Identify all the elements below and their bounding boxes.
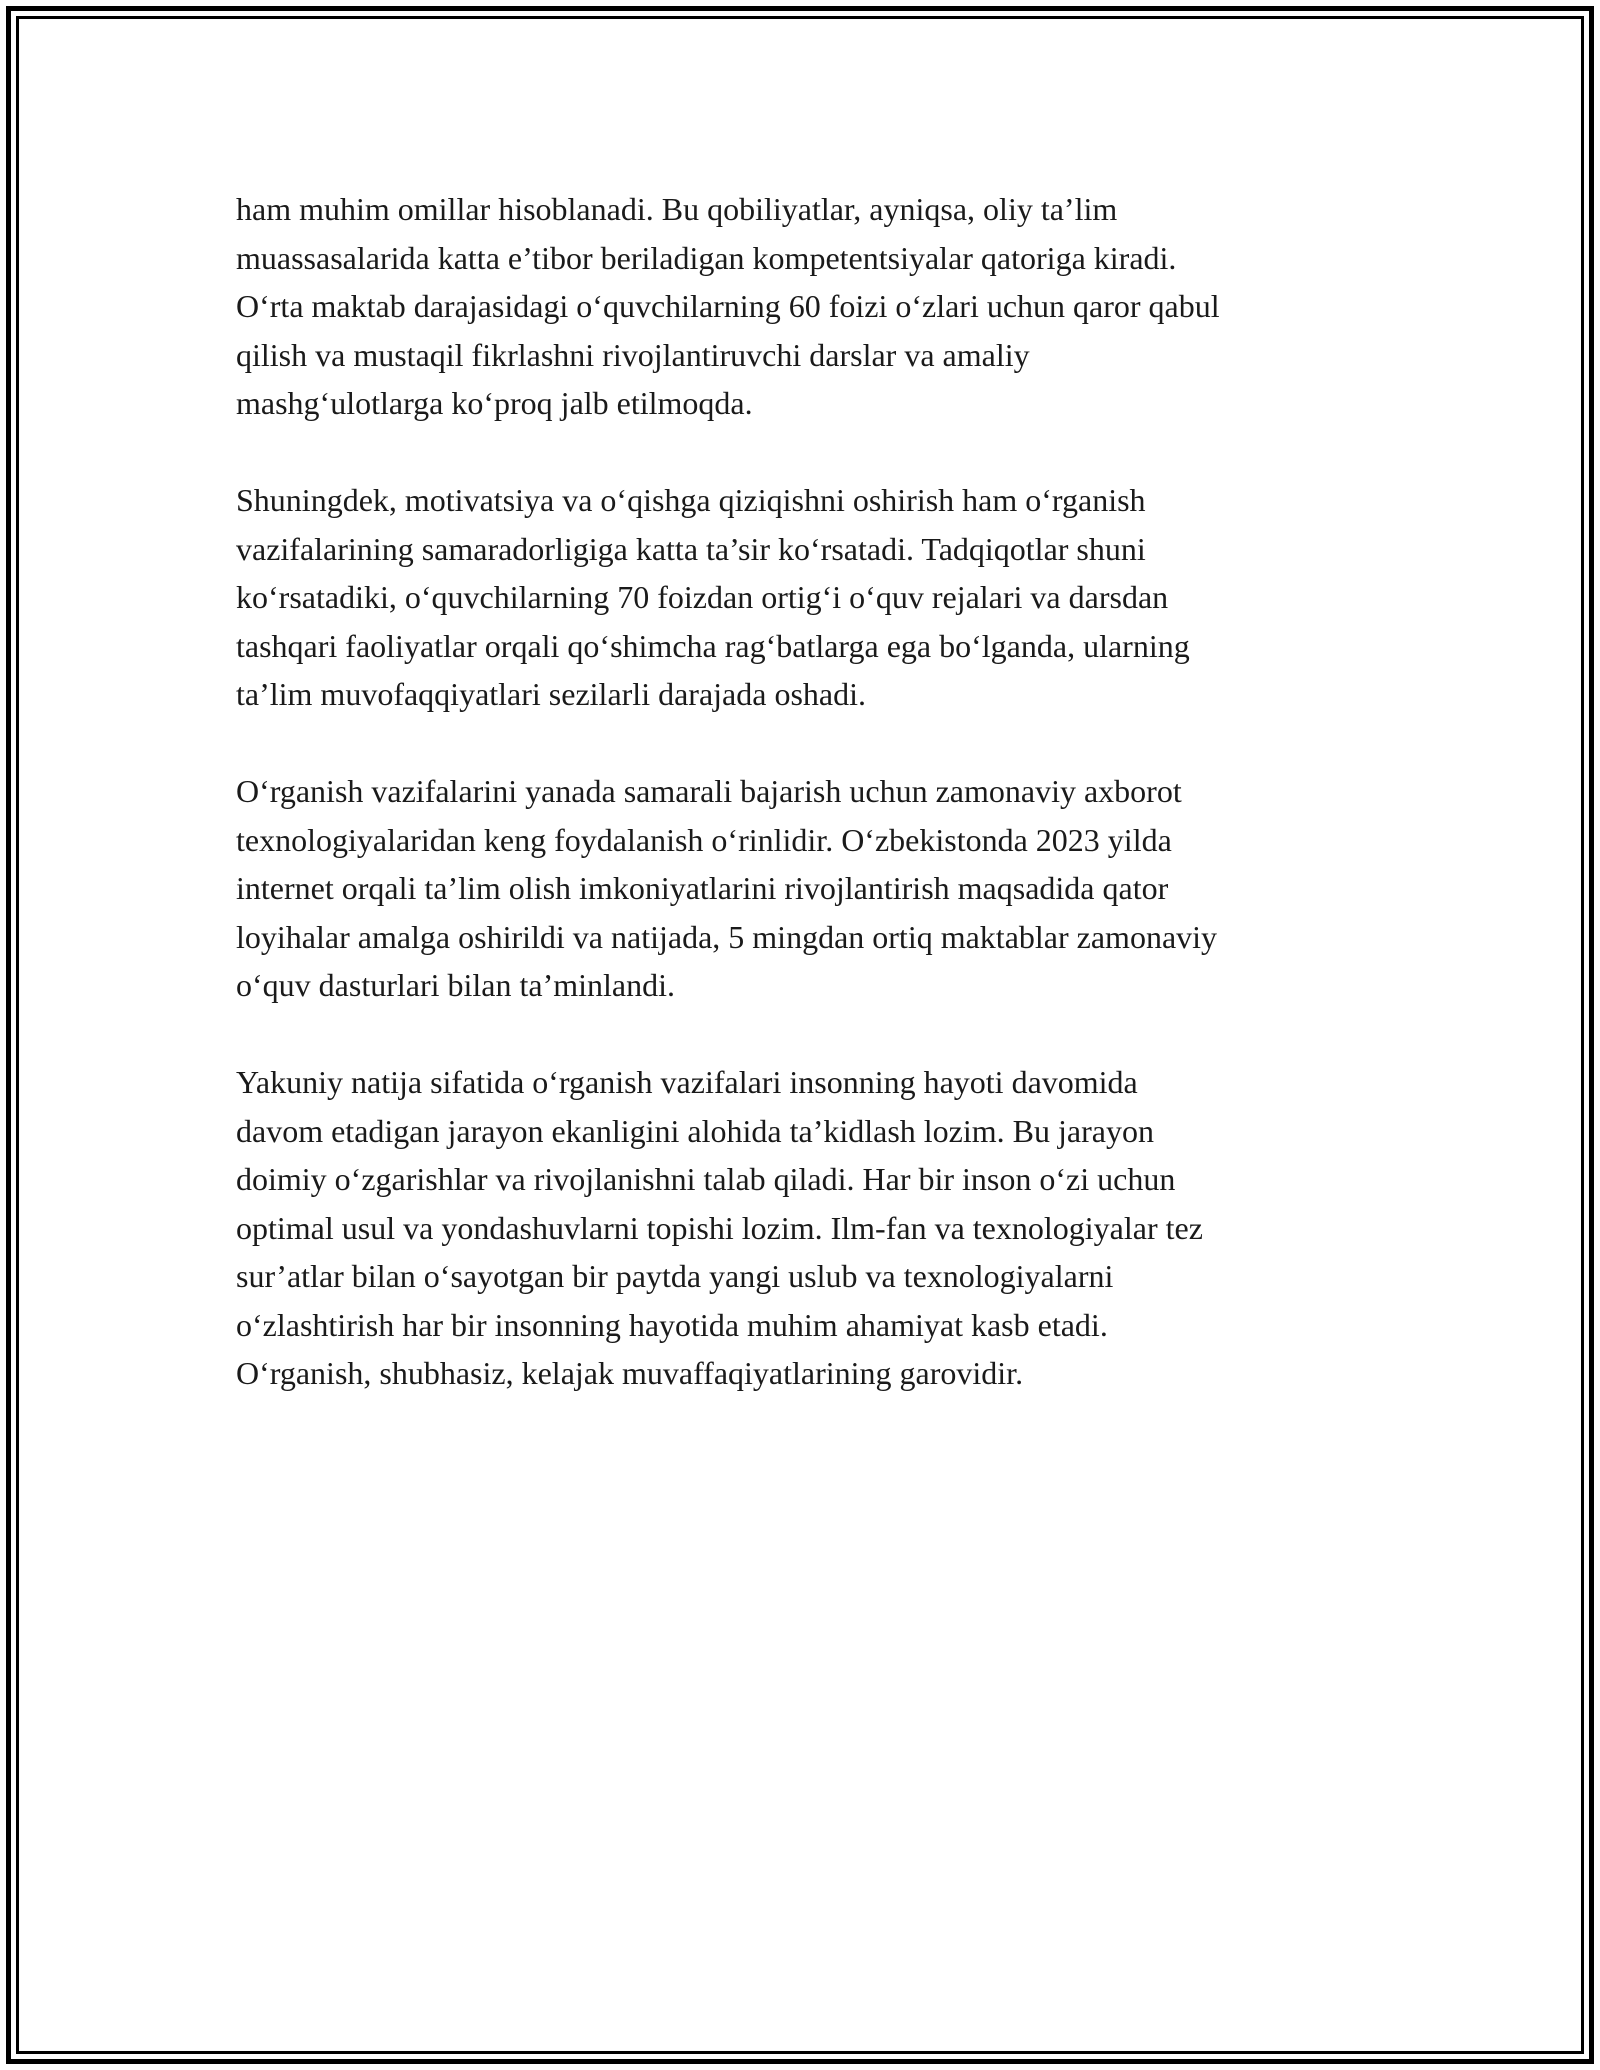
text-line: O‘rganish, shubhasiz, kelajak muvaffaqiyatlarining garovidir.	[236, 1355, 1024, 1391]
text-line: Yakuniy natija sifatida o‘rganish vazifalari insonning hayoti davomida	[236, 1064, 1138, 1100]
paragraph-1	[236, 185, 1386, 428]
text-line: muassasalarida katta e’tibor beriladigan kompetentsiyalar qatoriga kiradi.	[236, 239, 1177, 276]
text-line: doimiy o‘zgarishlar va rivojlanishni talab qiladi. Har bir inson o‘zi uchun	[236, 1161, 1176, 1197]
text-line: mashg‘ulotlarga ko‘proq jalb etilmoqda.	[236, 385, 753, 421]
text-line: O‘rganish vazifalarini yanada samarali bajarish uchun zamonaviy axborot	[236, 773, 1182, 809]
text-line: o‘zlashtirish har bir insonning hayotida muhim ahamiyat kasb etadi.	[236, 1306, 1108, 1343]
text-line: loyihalar amalga oshirildi va natijada, 5 mingdan ortiq maktablar zamonaviy	[236, 918, 1218, 955]
text-line: texnologiyalaridan keng foydalanish o‘rinlidir. O‘zbekistonda 2023 yilda	[236, 821, 1172, 858]
text-line: ta’lim muvofaqqiyatlari sezilarli darajada oshadi.	[236, 676, 866, 712]
paragraph-4	[236, 1058, 1386, 1398]
text-line: internet orqali ta’lim olish imkoniyatlarini rivojlantirish maqsadida qator	[236, 870, 1169, 906]
text-line: tashqari faoliyatlar orqali qo‘shimcha rag‘batlarga ega bo‘lganda, ularning	[236, 627, 1190, 664]
paragraph-2	[236, 476, 1386, 719]
text-line: ko‘rsatadiki, o‘quvchilarning 70 foizdan ortig‘i o‘quv rejalari va darsdan	[236, 579, 1169, 615]
document-body	[236, 185, 1386, 1446]
paragraph-3	[236, 767, 1386, 1010]
text-line: o‘quv dasturlari bilan ta’minlandi.	[236, 967, 675, 1003]
text-line: qilish va mustaqil fikrlashni rivojlantiruvchi darslar va amaliy	[236, 336, 1030, 373]
text-line: sur’atlar bilan o‘sayotgan bir paytda yangi uslub va texnologiyalarni	[236, 1258, 1114, 1294]
text-line: optimal usul va yondashuvlarni topishi lozim. Ilm-fan va texnologiyalar tez	[236, 1209, 1203, 1246]
text-line: ham muhim omillar hisoblanadi. Bu qobiliyatlar, ayniqsa, oliy ta’lim	[236, 191, 1118, 227]
text-line: davom etadigan jarayon ekanligini alohida ta’kidlash lozim. Bu jarayon	[236, 1112, 1154, 1149]
text-line: vazifalarining samaradorligiga katta ta’sir ko‘rsatadi. Tadqiqotlar shuni	[236, 530, 1146, 567]
text-line: Shuningdek, motivatsiya va o‘qishga qiziqishni oshirish ham o‘rganish	[236, 482, 1146, 518]
text-line: O‘rta maktab darajasidagi o‘quvchilarning 60 foizi o‘zlari uchun qaror qabul	[236, 288, 1220, 324]
